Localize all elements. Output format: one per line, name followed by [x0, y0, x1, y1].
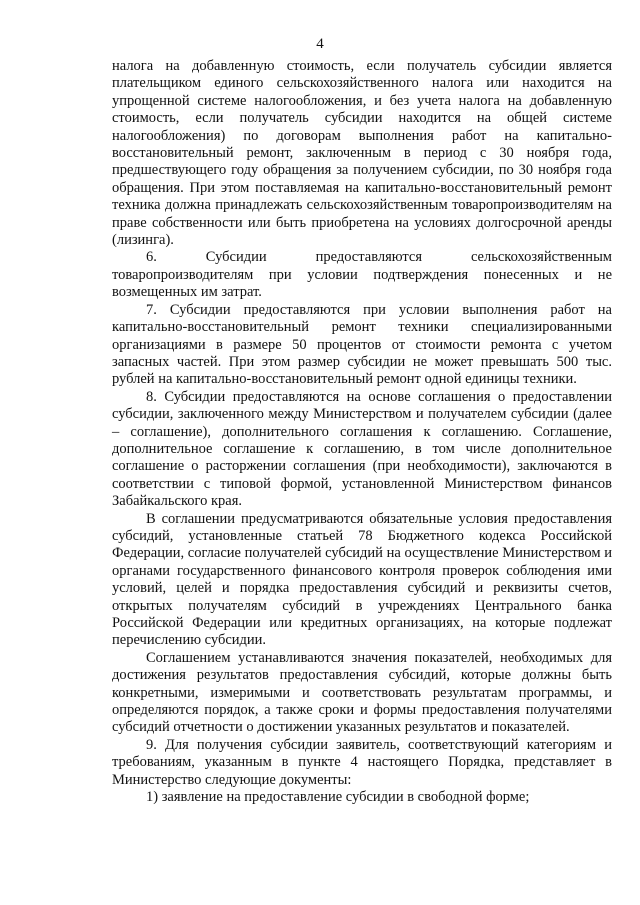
paragraph-document-list-item-1: 1) заявление на предоставление субсидии в свободной форме; [146, 789, 530, 806]
paragraph-agreement-conditions: В соглашении предусматриваются обязательные условия предоставления субсидий, установленные статьей 78 Бюджетного кодекса Российской Федерации, согласие получателей субсидий на осуществление Министерством и органами государственного финансового контроля проверок соблюдения ими условий, целей и порядка предоставления субсидий и реквизиты счетов, открытых получателям субсидий в учреждениях Центрального банка Российской Федерации или кредитных организациях, на которые подлежат перечислению субсидии. [112, 510, 612, 649]
paragraph-item-7: 7. Субсидии предоставляются при условии выполнения работ на капитально-восстановительный ремонт техники специализированными организациями в размере 50 процентов от стоимости ремонта с учетом запасных частей. При этом размер субсидии не может превышать 500 тыс. рублей на капитально-восстановительный ремонт одной единицы техники. [112, 301, 612, 388]
page-number: 4 [316, 36, 324, 52]
paragraph-item-8: 8. Субсидии предоставляются на основе соглашения о предоставлении субсидии, заключенного между Министерством и получателем субсидии (далее – соглашение), дополнительного соглашения к соглашению. Соглашение, дополнительное соглашение к соглашению, в том числе дополнительное соглашение о расторжении соглашения (при необходимости), заключаются в соответствии с типовой формой, установленной Министерством финансов Забайкальского края. [112, 388, 612, 510]
paragraph-item-6: 6. Субсидии предоставляются сельскохозяйственным товаропроизводителям при условии подтверждения понесенных и не возмещенных им затрат. [112, 249, 612, 301]
document-body [112, 58, 612, 806]
paragraph-item-9: 9. Для получения субсидии заявитель, соответствующий категориям и требованиям, указанным в пункте 4 настоящего Порядка, представляет в Министерство следующие документы: [112, 736, 612, 788]
paragraph-agreement-indicators: Соглашением устанавливаются значения показателей, необходимых для достижения результатов предоставления субсидий, которые должны быть конкретными, измеримыми и соответствовать результатам программы, и определяются порядок, а также сроки и формы предоставления получателями субсидий отчетности о достижении указанных результатов и показателей. [112, 649, 612, 736]
paragraph-continuation: налога на добавленную стоимость, если получатель субсидии является плательщиком единого сельскохозяйственного налога или находится на упрощенной системе налогообложения, и без учета налога на добавленную стоимость, если получатель субсидии находится на общей системе налогообложения) по договорам выполнения работ на капитально-восстановительный ремонт, заключенным в период с 30 ноября года, предшествующего году обращения за получением субсидии, по 30 ноября года обращения. При этом поставляемая на капитально-восстановительный ремонт техника должна принадлежать сельскохозяйственным товаропроизводителям на праве собственности или быть приобретена на условиях долгосрочной аренды (лизинга). [112, 58, 612, 249]
